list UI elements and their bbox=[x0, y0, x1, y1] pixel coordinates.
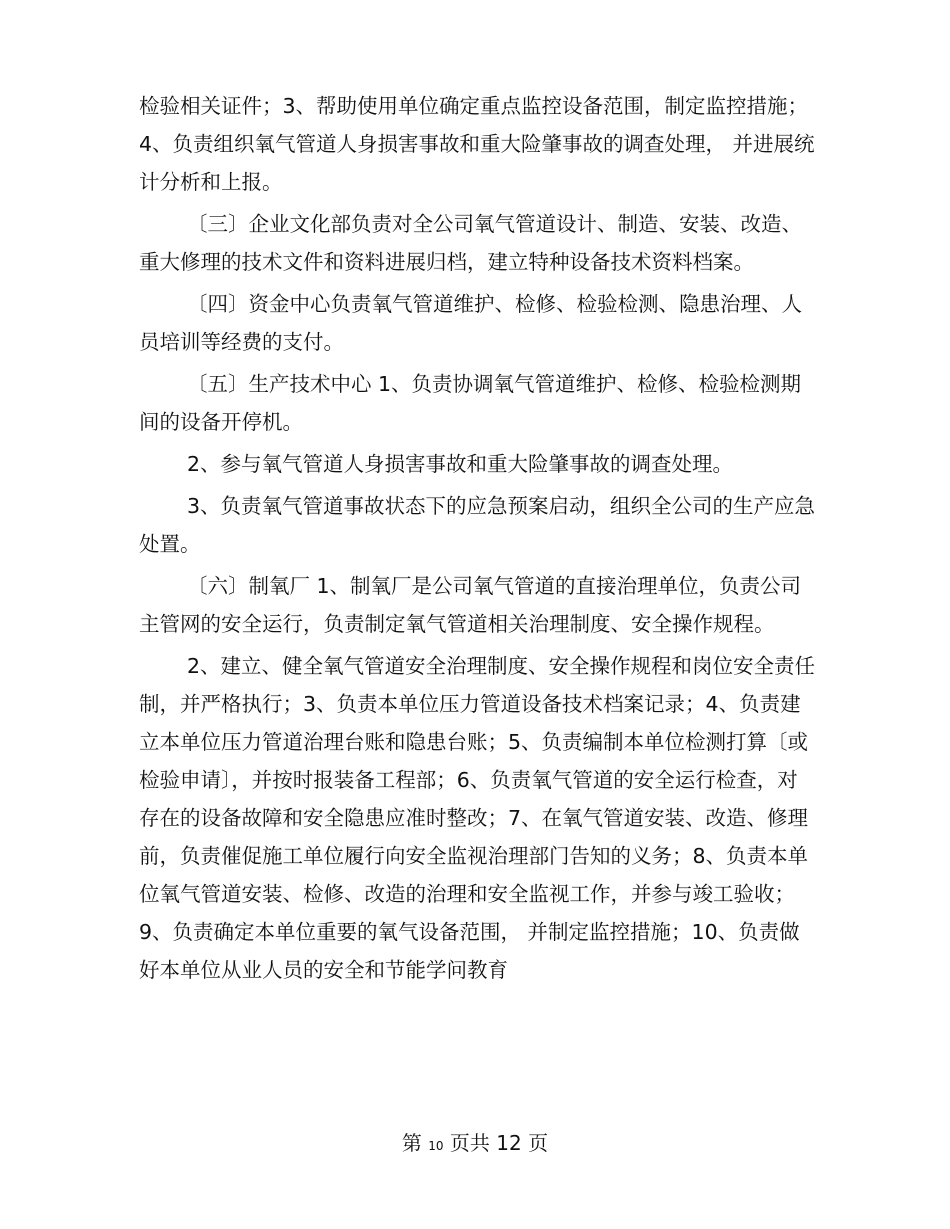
body-paragraph: 2、参与氧气管道人身损害事故和重大险肇事故的调查处理。 bbox=[187, 452, 734, 476]
document-body bbox=[139, 87, 817, 993]
body-paragraph: 3、负责氧气管道事故状态下的应急预案启动，组织全公司的生产应急处置。 bbox=[139, 494, 816, 556]
body-paragraph: 〔三〕企业文化部负责对全公司氧气管道设计、制造、安装、改造、重大修理的技术文件和资料进展归档，建立特种设备技术资料档案。 bbox=[139, 212, 802, 274]
body-paragraph: 〔六〕制氧厂 1、制氧厂是公司氧气管道的直接治理单位，负责公司主管网的安全运行，负责制定氧气管道相关治理制度、安全操作规程。 bbox=[139, 574, 802, 636]
body-paragraph: 〔四〕资金中心负责氧气管道维护、检修、检验检测、隐患治理、人员培训等经费的支付。 bbox=[139, 292, 802, 354]
body-paragraph: 检验相关证件；3、帮助使用单位确定重点监控设备范围，制定监控措施；4、负责组织氧气管道人身损害事故和重大险肇事故的调查处理， 并进展统计分析和上报。 bbox=[139, 94, 815, 194]
footer-middle: 页共 bbox=[449, 1131, 490, 1155]
page-footer bbox=[0, 1128, 950, 1161]
body-paragraph: 〔五〕生产技术中心 1、负责协调氧气管道维护、检修、检验检测期间的设备开停机。 bbox=[139, 372, 802, 434]
footer-suffix: 页 bbox=[528, 1131, 549, 1155]
body-paragraph: 2、建立、健全氧气管道安全治理制度、安全操作规程和岗位安全责任制，并严格执行；3、负责本单位压力管道设备技术档案记录；4、负责建立本单位压力管道治理台账和隐患台账；5、负责编制本单位检测打算〔或检验申请〕，并按时报装备工程部；6、负责氧气管道的安全运行检查，对存在的设备故障和安全隐患应准时整改；7、在氧气管道安装、改造、修理前，负责催促施工单位履行向安全监视治理部门告知的义务；8、负责本单位氧气管道安装、检修、改造的治理和安全监视工作，并参与竣工验收；9、负责确定本单位重要的氧气设备范围， 并制定监控措施；10、负责做好本单位从业人员的安全和节能学问教育 bbox=[139, 654, 816, 982]
footer-page-number: 10 bbox=[428, 1139, 444, 1153]
footer-prefix: 第 bbox=[401, 1131, 422, 1155]
footer-total-pages: 12 bbox=[496, 1131, 522, 1155]
